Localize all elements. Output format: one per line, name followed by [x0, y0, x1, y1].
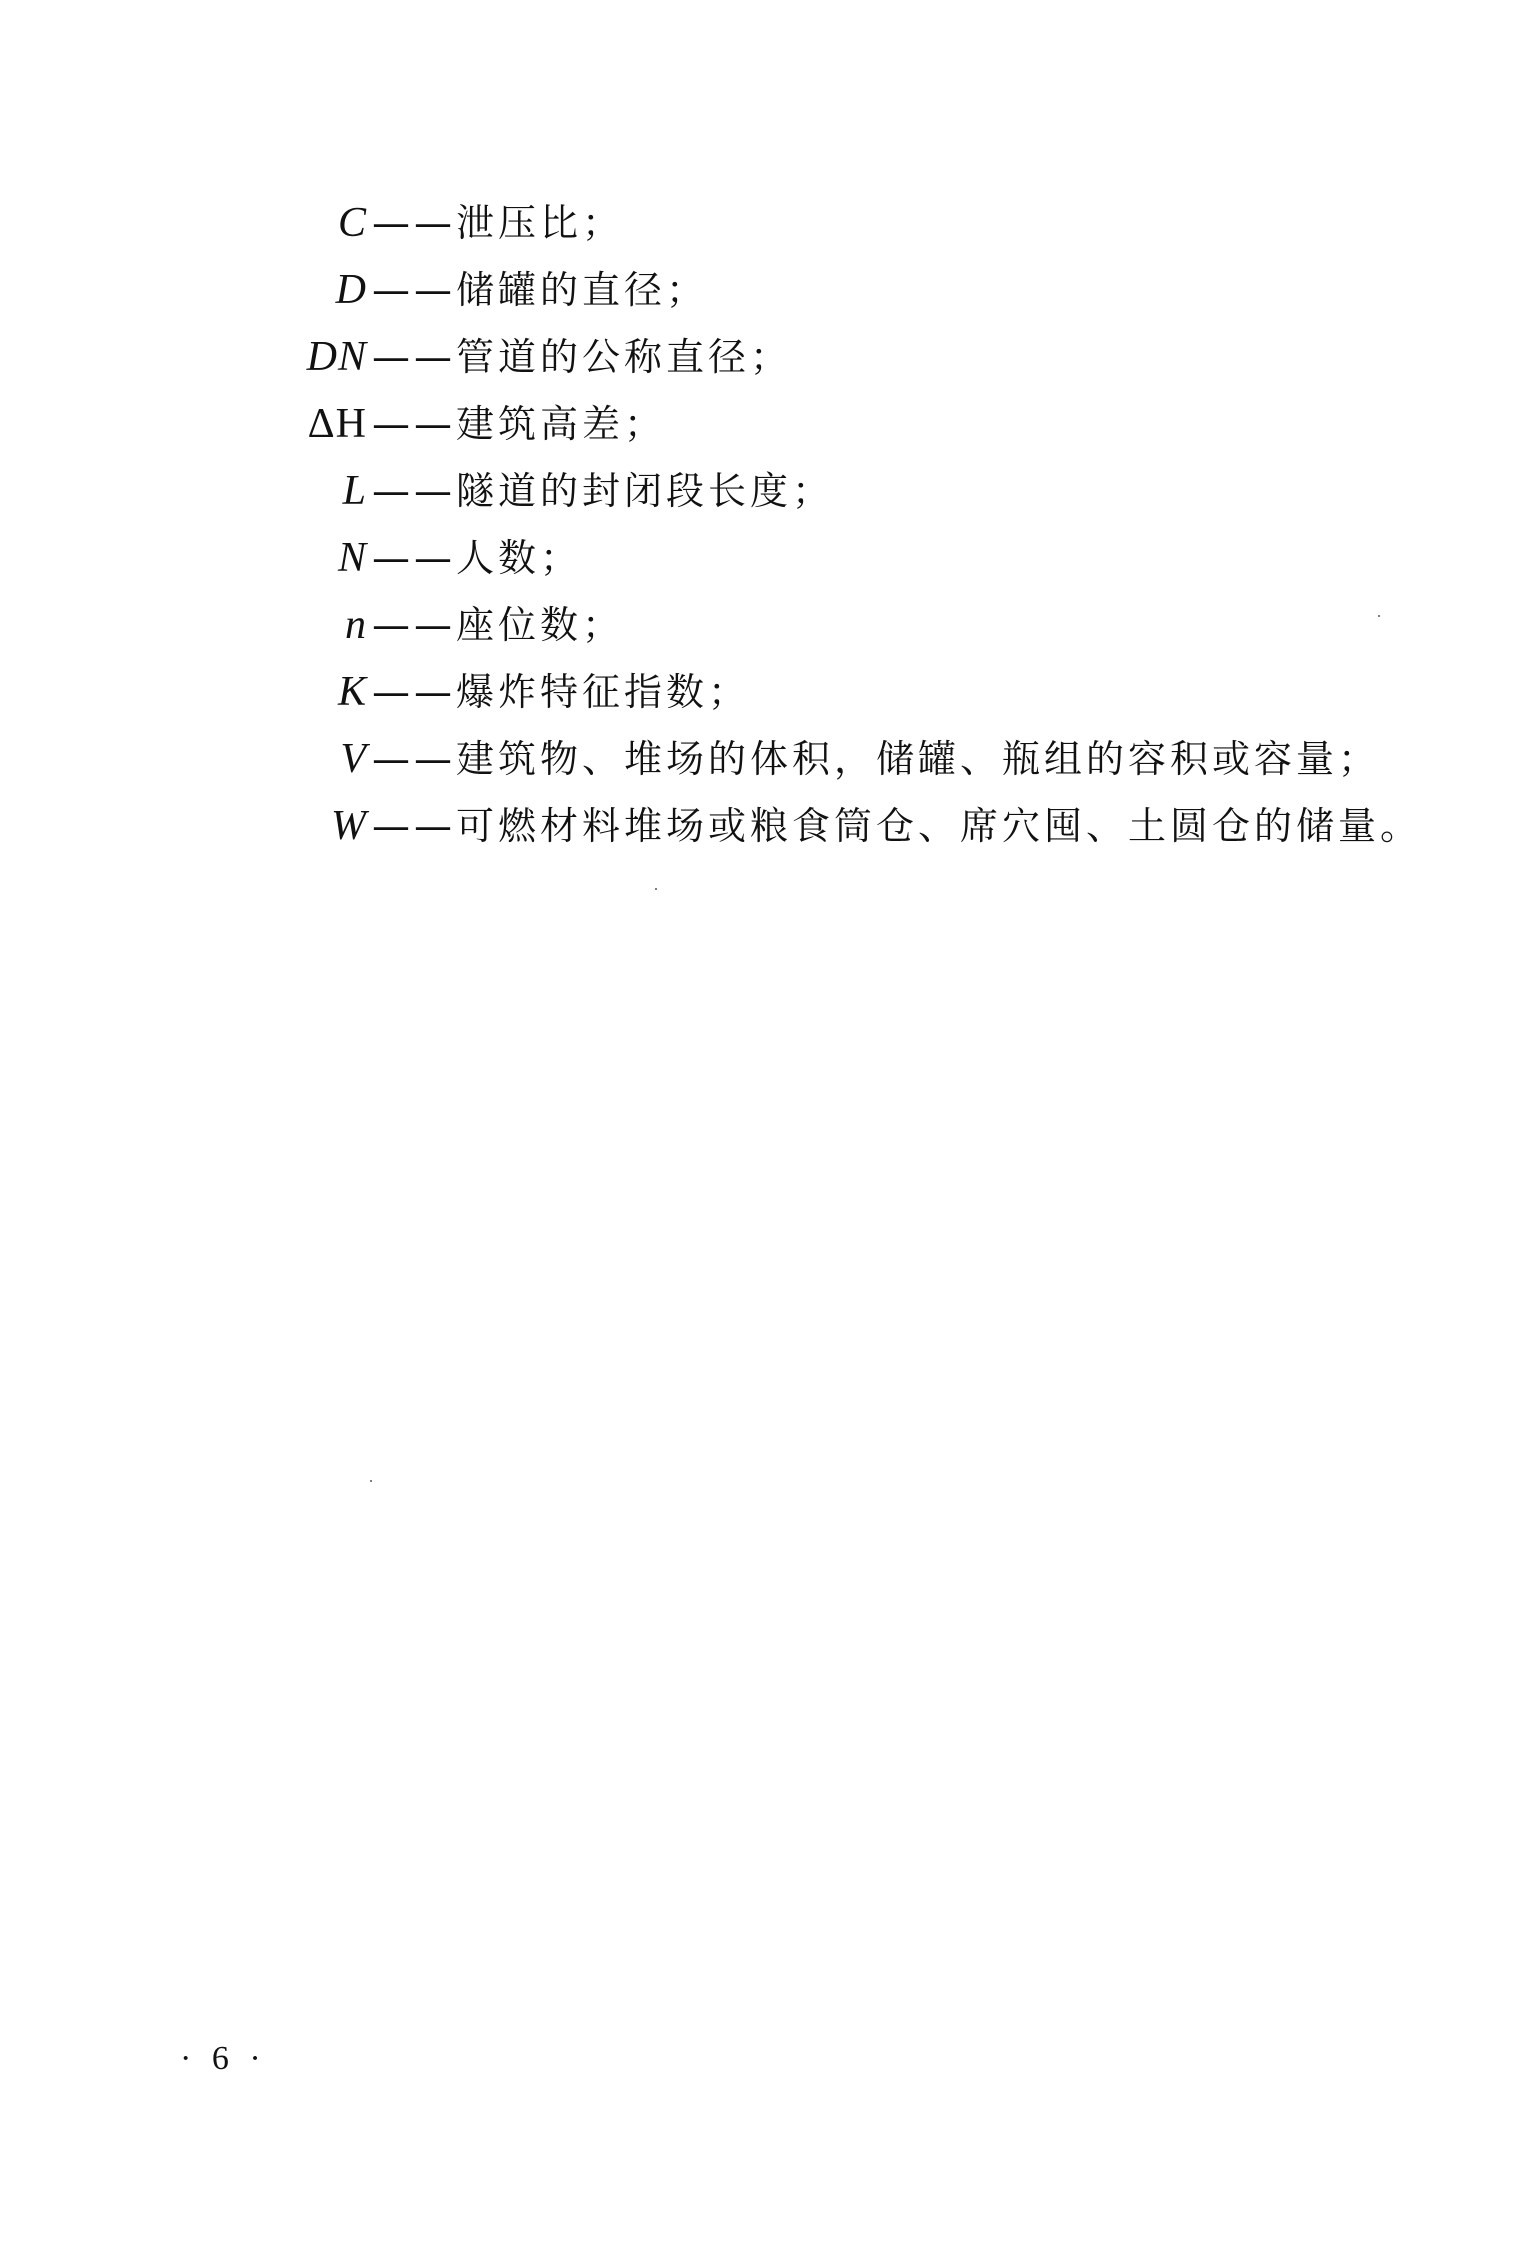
symbol-row — [0, 592, 1535, 659]
symbol-row — [0, 525, 1535, 592]
symbol-description: ——座位数； — [372, 603, 625, 647]
description-text: 管道的公称直径； — [456, 335, 793, 379]
symbol-row — [0, 257, 1535, 324]
description-text: 爆炸特征指数； — [456, 670, 751, 714]
symbol: n — [345, 602, 367, 648]
symbol: DN — [306, 334, 367, 380]
symbol: D — [335, 267, 367, 313]
symbol-description: ——可燃材料堆场或粮食筒仓、席穴囤、土圆仓的储量。 — [372, 804, 1423, 848]
symbol-row — [0, 726, 1535, 793]
description-text: 建筑物、堆场的体积，储罐、瓶组的容积或容量； — [456, 737, 1381, 781]
page-number: · 6 · — [180, 2040, 267, 2077]
symbol: V — [340, 736, 367, 782]
symbol-row — [0, 391, 1535, 458]
symbol-description: ——泄压比； — [372, 201, 625, 245]
scan-speck — [370, 1480, 372, 1482]
description-text: 储罐的直径； — [456, 268, 709, 312]
symbol-description: ——管道的公称直径； — [372, 335, 793, 379]
symbol: ΔH — [307, 401, 367, 447]
symbol-description: ——建筑物、堆场的体积，储罐、瓶组的容积或容量； — [372, 737, 1381, 781]
description-text: 座位数； — [456, 603, 625, 647]
symbol-description: ——建筑高差； — [372, 402, 667, 446]
symbol-list — [0, 190, 1535, 860]
symbol: C — [337, 200, 367, 246]
symbol-description: ——隧道的封闭段长度； — [372, 469, 835, 513]
description-text: 人数； — [456, 536, 583, 580]
scan-speck — [655, 888, 657, 890]
symbol-description: ——人数； — [372, 536, 583, 580]
symbol-row — [0, 324, 1535, 391]
symbol: N — [337, 535, 367, 581]
symbol: L — [342, 468, 367, 514]
scan-speck — [1378, 615, 1380, 617]
description-text: 建筑高差； — [456, 402, 667, 446]
symbol-description: ——储罐的直径； — [372, 268, 709, 312]
symbol: K — [337, 669, 367, 715]
symbol: W — [331, 803, 367, 849]
description-text: 隧道的封闭段长度； — [456, 469, 835, 513]
description-text: 可燃材料堆场或粮食筒仓、席穴囤、土圆仓的储量。 — [456, 804, 1423, 848]
symbol-description: ——爆炸特征指数； — [372, 670, 751, 714]
description-text: 泄压比； — [456, 201, 625, 245]
symbol-row — [0, 793, 1535, 860]
symbol-row — [0, 458, 1535, 525]
symbol-row — [0, 190, 1535, 257]
symbol-row — [0, 659, 1535, 726]
